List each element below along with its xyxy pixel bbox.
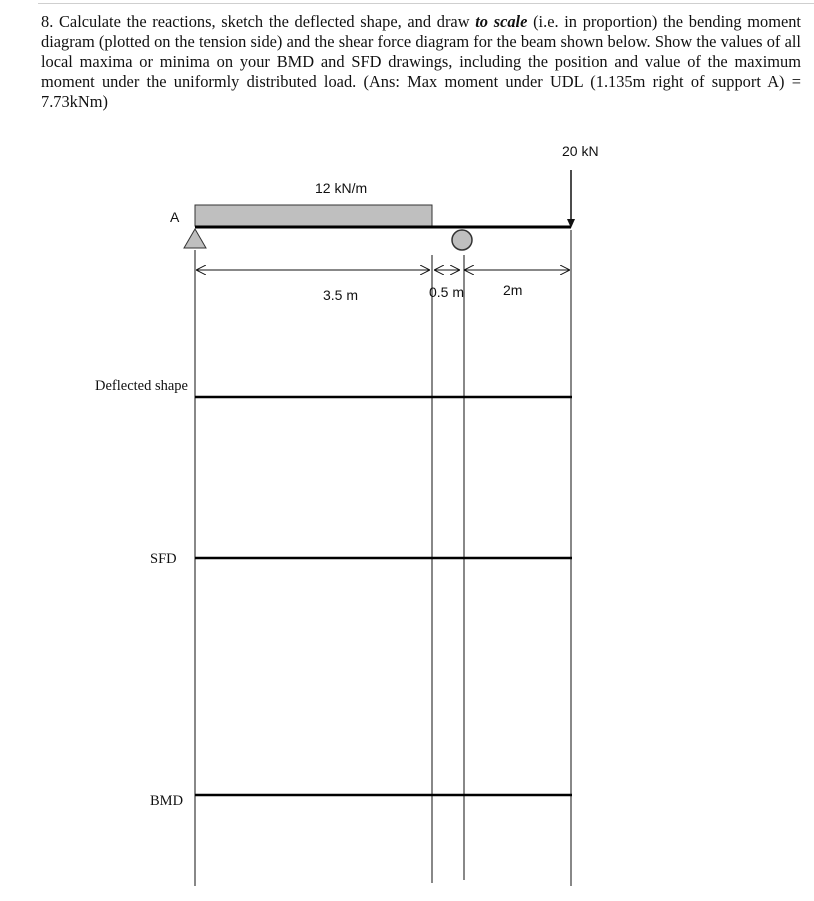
sfd-label: SFD (150, 551, 177, 567)
problem-text-after: (i.e. in proportion) the bending moment diagram (plotted on the tension side) and the shear force diagram for the beam shown below. Show the values of all local maxima or minima on your BMD and SFD drawings, including the position and value of the maximum moment under the uniformly distributed load. (Ans: Max moment under UDL (1.135m right of support A) = 7.73kNm) (41, 12, 801, 111)
udl-block (195, 205, 432, 226)
dimension-label-0-5m: 0.5 m (429, 284, 465, 300)
udl-label: 12 kN/m (315, 180, 368, 196)
dimension-label-2m: 2m (503, 282, 523, 298)
roller-support (452, 230, 472, 250)
problem-text-before: Calculate the reactions, sketch the deflected shape, and draw (59, 12, 470, 31)
support-label-a: A (170, 209, 180, 225)
bmd-label: BMD (150, 793, 184, 809)
problem-number: 8. (41, 12, 54, 31)
dimension-label-3-5m: 3.5 m (323, 287, 359, 303)
point-load-label: 20 kN (562, 143, 599, 159)
pin-support (184, 229, 206, 248)
deflected-shape-label: Deflected shape (95, 378, 188, 394)
problem-emphasis: to scale (475, 12, 528, 31)
